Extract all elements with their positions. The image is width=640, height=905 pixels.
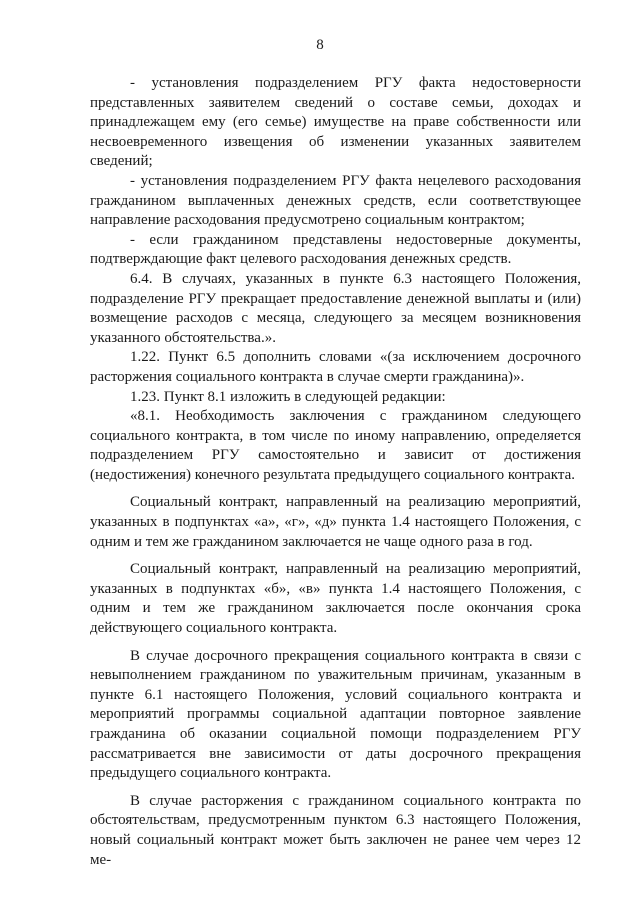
paragraph-dissolution: В случае расторжения с гражданином социального контракта по обстоятельствам, предусмотренным пунктом 6.3 настоящего Положения, новый социальный контракт может быть заключен не ранее чем через 12 ме- [90, 792, 581, 868]
page-number: 8 [316, 37, 324, 53]
paragraph-bullet-false-information: - установления подразделением РГУ факта недостоверности представленных заявителем сведений о составе семьи, доходах и принадлежащем ему (его семье) имуществе на праве собственности или несвоевременного извещения об изменении указанных заявителем сведений; [90, 75, 581, 170]
paragraph-item-1-23: 1.23. Пункт 8.1 изложить в следующей редакции: [130, 388, 446, 405]
paragraph-bullet-false-documents: - если гражданином представлены недостоверные документы, подтверждающие факт целевого расходования денежных средств. [90, 231, 581, 268]
paragraph-bullet-misuse-funds: - установления подразделением РГУ факта нецелевого расходования гражданином выплаченных денежных средств, если соответствующее направление расходования предусмотрено социальным контрактом; [90, 172, 581, 229]
paragraph-contract-after-expiry: Социальный контракт, направленный на реализацию мероприятий, указанных в подпунктах «б», «в» пункта 1.4 настоящего Положения, с одним и тем же гражданином заключается после окончания срока действующего социального контракта. [90, 561, 581, 637]
document-body [90, 74, 581, 870]
paragraph-clause-6-4: 6.4. В случаях, указанных в пункте 6.3 настоящего Положения, подразделение РГУ прекращает предоставление денежной выплаты и (или) возмещение расходов с месяца, следующего за месяцем возникновения указанного обстоятельства.». [90, 270, 581, 346]
paragraph-early-termination: В случае досрочного прекращения социального контракта в связи с невыполнением гражданином по уважительным причинам, указанным в пункте 6.1 настоящего Положения, условий социального контракта и мероприятий программы социальной адаптации повторное заявление гражданина об оказании социальной помощи подразделением РГУ рассматривается вне зависимости от даты досрочного прекращения предыдущего социального контракта. [90, 647, 581, 782]
paragraph-contract-once-a-year: Социальный контракт, направленный на реализацию мероприятий, указанных в подпунктах «а», «г», «д» пункта 1.4 настоящего Положения, с одним и тем же гражданином заключается не чаще одного раза в год. [90, 494, 581, 550]
paragraph-clause-8-1: «8.1. Необходимость заключения с гражданином следующего социального контракта, в том числе по иному направлению, определяется подразделением РГУ самостоятельно и зависит от достижения (недостижения) конечного результата предыдущего социального контракта. [90, 408, 581, 483]
paragraph-item-1-22: 1.22. Пункт 6.5 дополнить словами «(за исключением досрочного расторжения социального контракта в случае смерти гражданина)». [90, 349, 581, 385]
